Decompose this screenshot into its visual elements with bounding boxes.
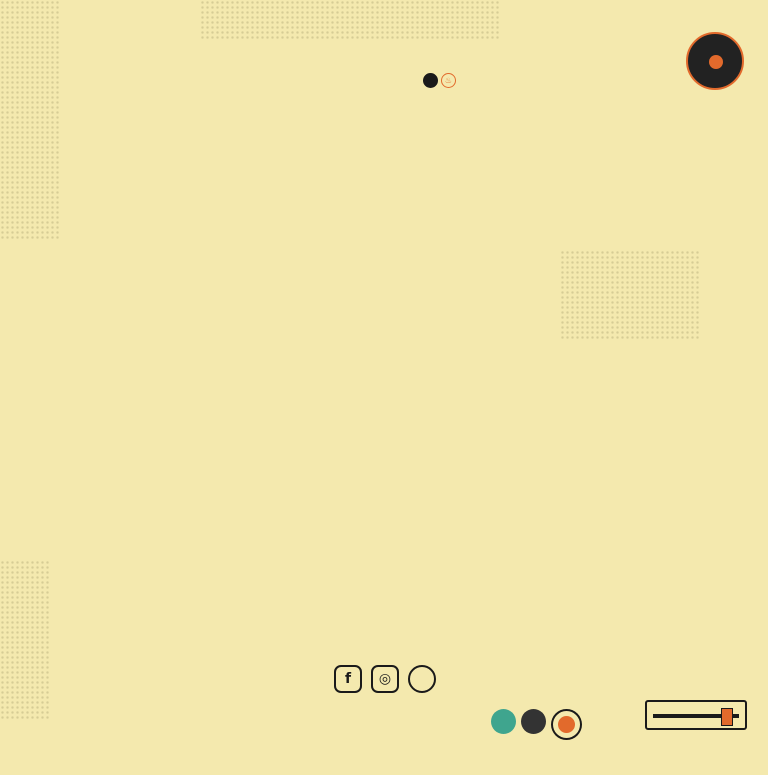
facebook-icon[interactable]: f [334,665,362,693]
halftone-texture [0,0,60,240]
poutines-column [52,44,252,64]
badge-group [423,73,456,88]
teal-circle [491,709,516,734]
orange-circle [553,711,580,738]
halftone-texture [0,560,50,720]
pizzas-column [490,44,700,108]
black-circle [521,709,546,734]
halftone-texture [200,0,500,40]
gluten-free-icon [423,73,438,88]
halftone-texture [560,250,700,340]
volume-slider [645,700,747,730]
wifi-icon[interactable] [408,665,436,693]
naanwichs-options [271,116,481,127]
spicy-fire-icon: ♨ [441,73,456,88]
burgers-column [271,44,481,127]
side-title [697,104,725,334]
instagram-icon[interactable]: ◎ [371,665,399,693]
vinyl-record-icon [686,32,744,90]
